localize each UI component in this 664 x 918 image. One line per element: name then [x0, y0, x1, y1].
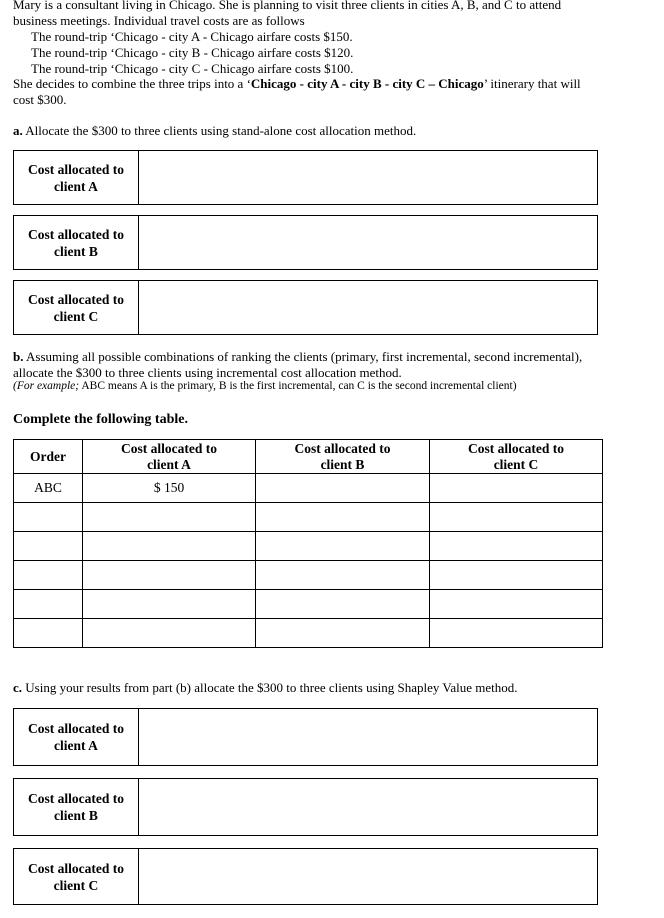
- cell-client-c[interactable]: [430, 619, 603, 648]
- part-b-question-line-2: allocate the $300 to three clients using incremental cost allocation method.: [13, 365, 402, 380]
- table-row: [14, 590, 603, 619]
- cell-client-c[interactable]: [430, 590, 603, 619]
- cell-client-c[interactable]: [430, 503, 603, 532]
- table-row: [14, 619, 603, 648]
- header-client-b: Cost allocated to client B: [256, 440, 430, 474]
- cell-client-b[interactable]: [256, 619, 430, 648]
- part-c-box-client-a: [13, 708, 598, 766]
- header-order: Order: [14, 440, 83, 474]
- combine-pre: She decides to combine the three trips into a ‘: [13, 76, 251, 91]
- part-b-question: [13, 349, 633, 381]
- intro-line-1: Mary is a consultant living in Chicago. She is planning to visit three clients in cities A, B, and C to attend: [13, 0, 562, 12]
- part-a-label-client-c: Cost allocated to client C: [14, 281, 139, 334]
- cell-order[interactable]: [14, 619, 83, 648]
- combined-itinerary: [13, 76, 633, 108]
- part-a-box-client-c: [13, 280, 598, 335]
- table-row: [14, 561, 603, 590]
- table-row: [14, 503, 603, 532]
- incremental-allocation-table: [13, 439, 603, 648]
- cell-client-c[interactable]: [430, 532, 603, 561]
- part-c-label-client-b: Cost allocated to client B: [14, 779, 139, 835]
- cell-client-b[interactable]: [256, 474, 430, 503]
- trip-b-cost: The round-trip ‘Chicago - city B - Chicago airfare costs $120.: [31, 45, 354, 60]
- cell-client-b[interactable]: [256, 561, 430, 590]
- part-b-example: [13, 380, 517, 392]
- table-header-row: [14, 440, 603, 474]
- cell-client-b[interactable]: [256, 503, 430, 532]
- part-c-question-text: Using your results from part (b) allocate the $300 to three clients using Shapley Value method.: [22, 680, 518, 695]
- header-client-a: Cost allocated to client A: [83, 440, 256, 474]
- table-row: [14, 474, 603, 503]
- cell-client-c[interactable]: [430, 474, 603, 503]
- part-c-label-client-c: Cost allocated to client C: [14, 849, 139, 904]
- part-b-question-line-1: Assuming all possible combinations of ranking the clients (primary, first incremental, second incremental),: [23, 349, 583, 364]
- cell-order[interactable]: [14, 590, 83, 619]
- cell-client-a[interactable]: $ 150: [83, 474, 256, 503]
- problem-intro: [13, 0, 633, 29]
- cell-client-c[interactable]: [430, 561, 603, 590]
- part-a-letter: a.: [13, 123, 23, 138]
- cell-order[interactable]: [14, 503, 83, 532]
- part-a-question: [13, 123, 416, 139]
- trip-a-cost: The round-trip ‘Chicago - city A - Chicago airfare costs $150.: [31, 29, 353, 44]
- part-c-box-client-b: [13, 778, 598, 836]
- cell-client-b[interactable]: [256, 532, 430, 561]
- header-client-c: Cost allocated to client C: [430, 440, 603, 474]
- cell-order[interactable]: ABC: [14, 474, 83, 503]
- cell-client-a[interactable]: [83, 503, 256, 532]
- part-a-box-client-a: [13, 150, 598, 205]
- cell-client-b[interactable]: [256, 590, 430, 619]
- part-c-question: [13, 680, 518, 696]
- combine-bold: Chicago - city A - city B - city C – Chicago: [250, 76, 484, 91]
- cell-client-a[interactable]: [83, 532, 256, 561]
- part-a-box-client-b: [13, 215, 598, 270]
- part-a-label-client-a: Cost allocated to client A: [14, 151, 139, 204]
- part-c-letter: c.: [13, 680, 23, 695]
- part-b-letter: b.: [13, 349, 24, 364]
- part-c-label-client-a: Cost allocated to client A: [14, 709, 139, 765]
- cell-order[interactable]: [14, 532, 83, 561]
- table-title: Complete the following table.: [13, 412, 188, 427]
- combine-post: ’ itinerary that will: [483, 76, 581, 91]
- trip-c-cost: The round-trip ‘Chicago - city C - Chicago airfare costs $100.: [31, 61, 354, 76]
- cell-order[interactable]: [14, 561, 83, 590]
- part-a-label-client-b: Cost allocated to client B: [14, 216, 139, 269]
- table-row: [14, 532, 603, 561]
- combine-line-2: cost $300.: [13, 92, 67, 107]
- cell-client-a[interactable]: [83, 619, 256, 648]
- intro-line-2: business meetings. Individual travel costs are as follows: [13, 13, 305, 28]
- example-rest: ABC means A is the primary, B is the first incremental, can C is the second incremental client): [79, 380, 517, 392]
- part-a-question-text: Allocate the $300 to three clients using stand-alone cost allocation method.: [22, 123, 417, 138]
- cell-client-a[interactable]: [83, 590, 256, 619]
- example-italic: (For example;: [13, 380, 80, 392]
- part-c-box-client-c: [13, 848, 598, 905]
- cell-client-a[interactable]: [83, 561, 256, 590]
